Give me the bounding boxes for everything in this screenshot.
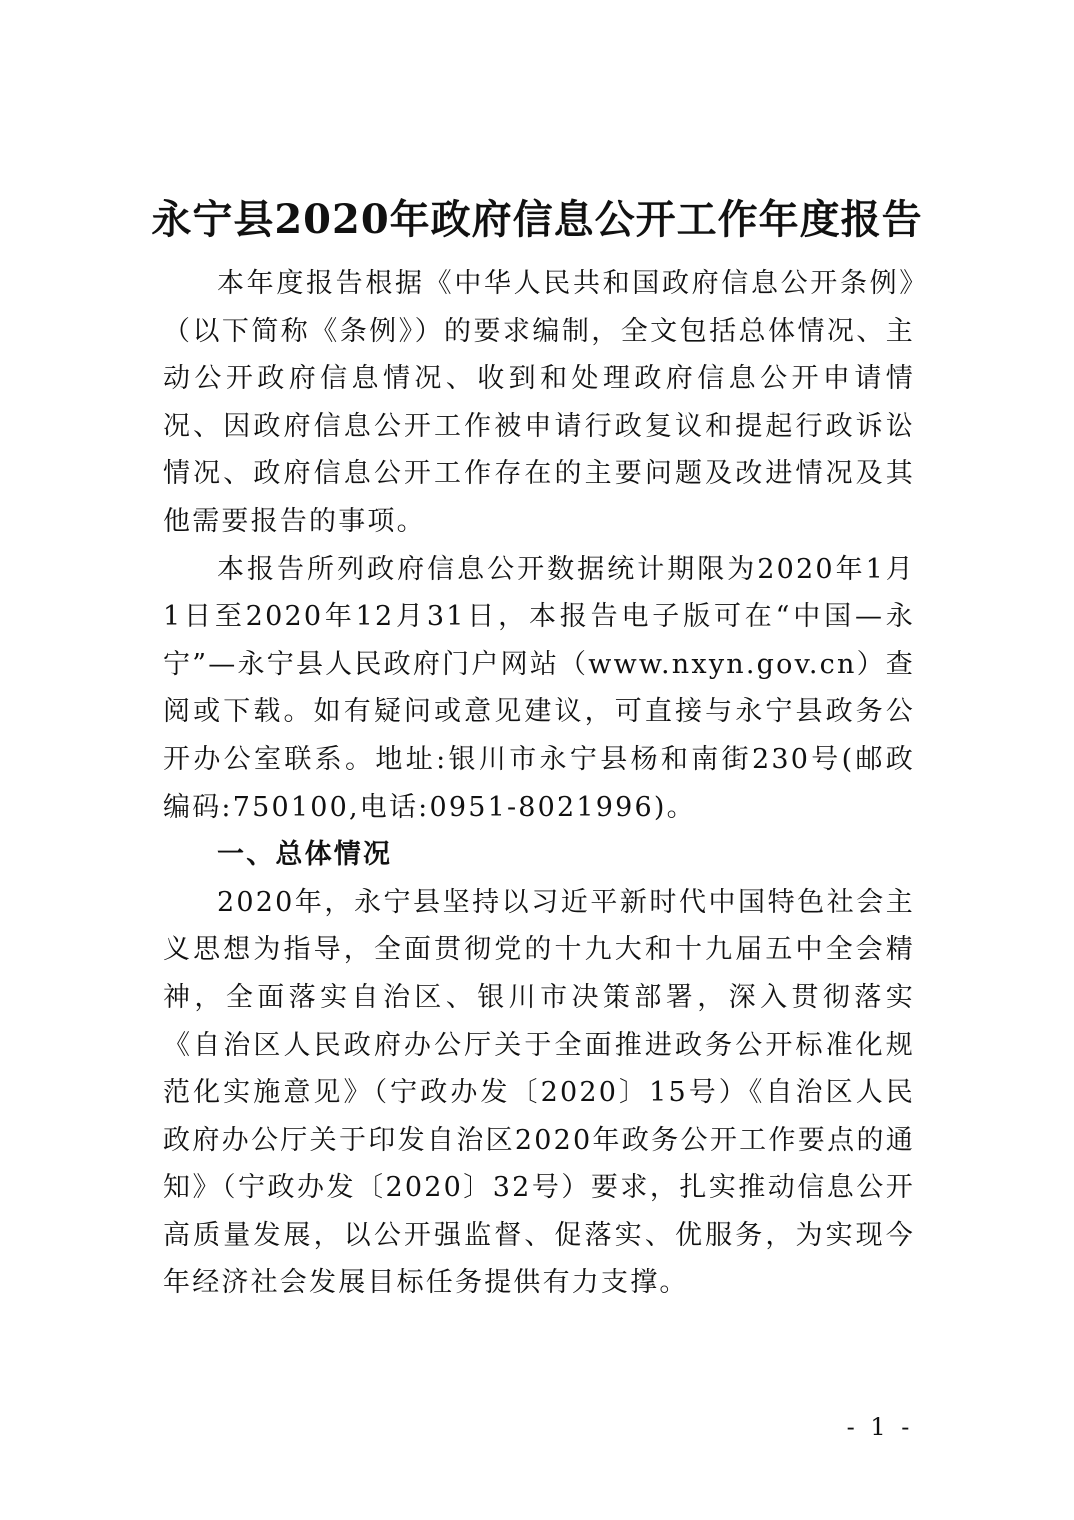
intro-paragraph: 本年度报告根据《中华人民共和国政府信息公开条例》（以下简称《条例》）的要求编制，全文包括总体情况、主动公开政府信息情况、收到和处理政府信息公开申请情况、因政府信息公开工作被申请行政复议和提起行政诉讼情况、政府信息公开工作存在的主要问题及改进情况及其他需要报告的事项。 [163, 268, 915, 537]
document-body [163, 260, 915, 1307]
page-number: - 1 - [846, 1413, 914, 1441]
section-heading: 一、总体情况 [217, 839, 393, 871]
statistics-period-paragraph: 本报告所列政府信息公开数据统计期限为2020年1月1日至2020年12月31日，本报告电子版可在“中国—永宁”—永宁县人民政府门户网站（www.nxyn.gov.cn）查阅或下载。如有疑问或意见建议，可直接与永宁县政务公开办公室联系。地址:银川市永宁县杨和南街230号(邮政编码:750100,电话:0951-8021996)。 [163, 553, 915, 823]
document-title: 永宁县2020年政府信息公开工作年度报告 [151, 196, 923, 243]
overview-paragraph: 2020年，永宁县坚持以习近平新时代中国特色社会主义思想为指导，全面贯彻党的十九大和十九届五中全会精神，全面落实自治区、银川市决策部署，深入贯彻落实《自治区人民政府办公厅关于全面推进政务公开标准化规范化实施意见》（宁政办发〔2020〕15号）《自治区人民政府办公厅关于印发自治区2020年政务公开工作要点的通知》（宁政办发〔2020〕32号）要求，扎实推动信息公开高质量发展，以公开强监督、促落实、优服务，为实现今年经济社会发展目标任务提供有力支撑。 [163, 886, 915, 1299]
